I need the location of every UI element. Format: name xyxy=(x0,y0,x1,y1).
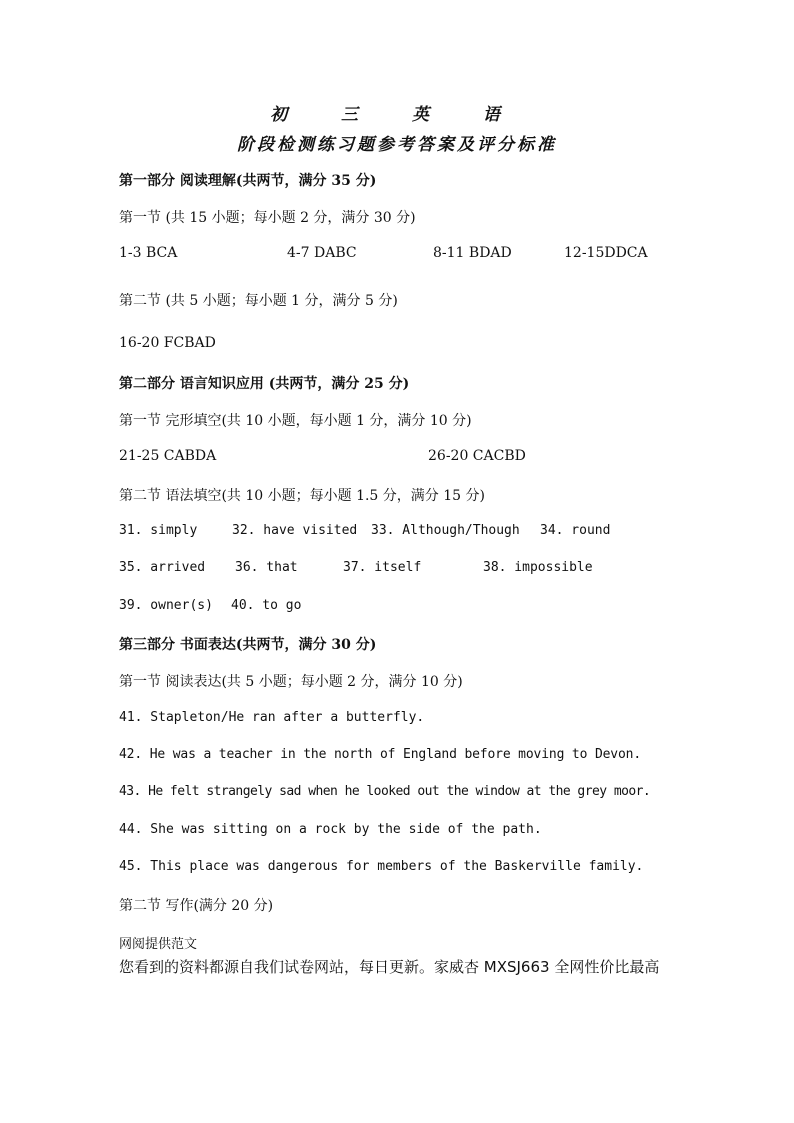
footer-note xyxy=(119,934,684,978)
document-title: 初 三 英 语 xyxy=(270,105,524,125)
answer-sentence: 41. Stapleton/He ran after a butterfly. xyxy=(119,710,425,725)
document-subtitle: 阶段检测练习题参考答案及评分标准 xyxy=(237,135,557,155)
part3-heading: 第三部分 书面表达(共两节，满分 30 分) xyxy=(119,637,377,653)
answer-group: 8-11 BDAD xyxy=(433,245,512,261)
answer-sentence: 43. He felt strangely sad when he looked out the window at the grey moor. xyxy=(119,784,651,799)
part2-section2-heading: 第二节 语法填空(共 10 小题；每小题 1.5 分，满分 15 分) xyxy=(119,488,485,504)
answer-item: 36. that xyxy=(235,560,298,575)
answer-sentence: 44. She was sitting on a rock by the side of the path. xyxy=(119,822,542,837)
answer-sentence: 45. This place was dangerous for members of the Baskerville family. xyxy=(119,859,644,874)
part2-section1-heading: 第一节 完形填空(共 10 小题，每小题 1 分，满分 10 分) xyxy=(119,413,472,429)
answer-item: 34. round xyxy=(540,523,611,538)
answer-item: 37. itself xyxy=(343,560,422,575)
part1-section1-heading: 第一节 (共 15 小题；每小题 2 分，满分 30 分) xyxy=(119,210,416,226)
answer-item: 40. to go xyxy=(231,598,302,613)
part2-heading: 第二部分 语言知识应用 (共两节，满分 25 分) xyxy=(119,376,410,392)
answer-group: 16-20 FCBAD xyxy=(119,335,216,351)
answer-group: 4-7 DABC xyxy=(287,245,357,261)
answer-item: 39. owner(s) xyxy=(119,598,213,613)
answer-group: 21-25 CABDA xyxy=(119,448,217,464)
footer-line2: 您看到的资料都源自我们试卷网站，每日更新。家威杏 MXSJ663 全网性价比最高 xyxy=(119,958,660,976)
answer-item: 38. impossible xyxy=(483,560,593,575)
answer-item: 33. Although/Though xyxy=(371,523,520,538)
answer-group: 12-15DDCA xyxy=(564,245,648,261)
answer-sentence: 42. He was a teacher in the north of England before moving to Devon. xyxy=(119,747,642,762)
part3-section1-heading: 第一节 阅读表达(共 5 小题；每小题 2 分，满分 10 分) xyxy=(119,674,463,690)
footer-line1: 网阅提供范文 xyxy=(119,937,198,952)
answer-group: 26-20 CACBD xyxy=(428,448,526,464)
part1-heading: 第一部分 阅读理解(共两节，满分 35 分) xyxy=(119,173,377,189)
answer-item: 35. arrived xyxy=(119,560,206,575)
part3-section2-heading: 第二节 写作(满分 20 分) xyxy=(119,898,274,914)
answer-item: 32. have visited xyxy=(232,523,358,538)
part1-section2-heading: 第二节 (共 5 小题；每小题 1 分，满分 5 分) xyxy=(119,293,398,309)
answer-item: 31. simply xyxy=(119,523,198,538)
answer-group: 1-3 BCA xyxy=(119,245,178,261)
